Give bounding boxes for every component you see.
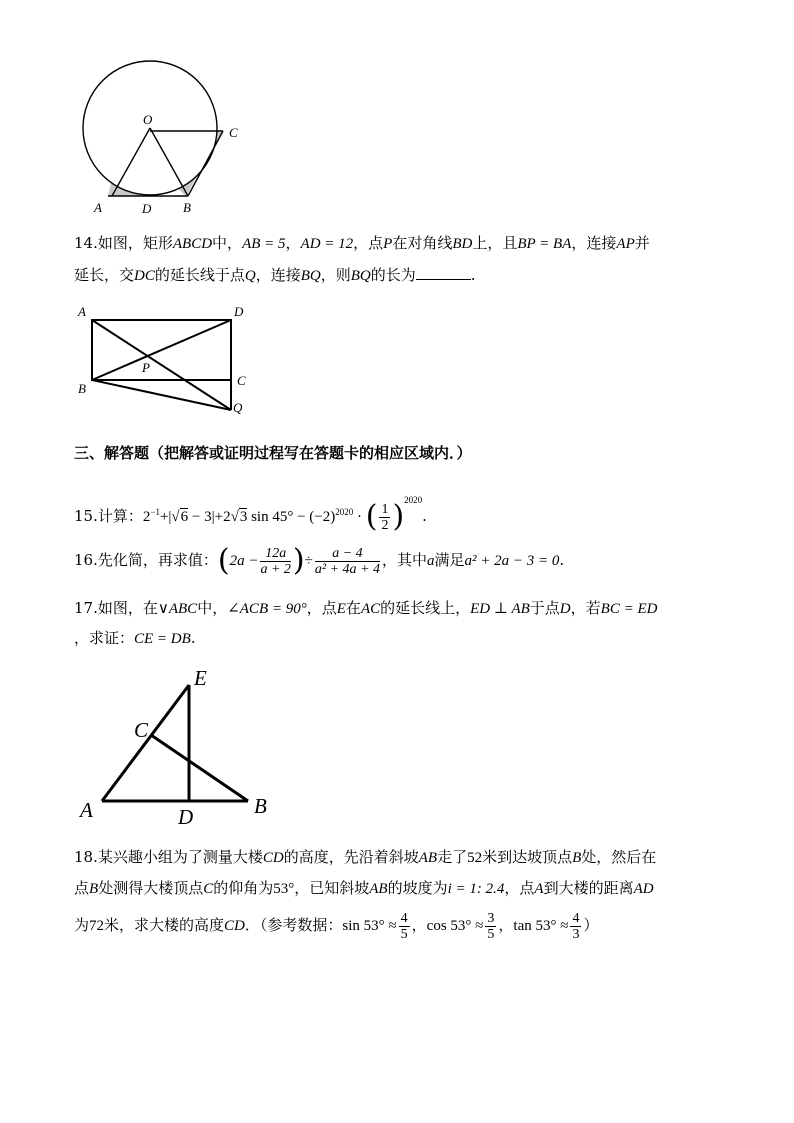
label-a: A — [78, 304, 86, 319]
math-abcd: ABCD — [172, 236, 213, 252]
label-e: E — [194, 666, 207, 690]
right-paren: ) — [292, 543, 305, 578]
text: ，连接 — [255, 266, 301, 284]
math: CD — [224, 918, 245, 934]
sqrt-sign: √ — [171, 509, 180, 525]
text: 走了 — [437, 848, 468, 866]
math: ED ⊥ AB — [470, 601, 530, 617]
numerator: 1 — [381, 501, 389, 517]
q14-line2 — [74, 265, 476, 286]
text: ，则 — [320, 266, 351, 284]
text: 在 — [345, 599, 361, 617]
math-ap: AP — [616, 236, 635, 252]
math: +| — [159, 509, 172, 525]
math-ad: AD = 12 — [300, 236, 354, 252]
label-c: C — [229, 125, 238, 140]
text: 并 — [634, 234, 650, 252]
fraction-half — [379, 502, 390, 533]
math: sin 45° − (−2) — [247, 509, 336, 525]
segment-bd — [92, 320, 231, 380]
numerator: 4 — [572, 910, 580, 926]
q17-line1 — [74, 598, 657, 619]
exponent: 2020 — [335, 507, 354, 517]
q18-line1 — [74, 847, 656, 868]
figure-triangle — [70, 660, 290, 835]
label-q: Q — [233, 400, 243, 415]
q18-line2 — [74, 878, 654, 899]
numerator: 3 — [487, 910, 495, 926]
question-number: 18. — [74, 848, 98, 866]
math: 72 — [89, 918, 105, 934]
math: sin 53° ≈ — [342, 918, 397, 934]
text: . — [559, 551, 565, 569]
numerator: 12a — [260, 546, 290, 562]
sqrt-sign: √ — [230, 509, 239, 525]
segment-ae — [102, 685, 189, 801]
question-number: 17. — [74, 599, 98, 617]
figure-rectangle — [70, 300, 260, 425]
math: 3 — [239, 509, 248, 525]
text: . — [422, 507, 427, 525]
math: 52 — [467, 850, 483, 866]
text: 的延长线于点 — [154, 266, 245, 284]
math: · — [353, 509, 366, 525]
label-c: C — [237, 373, 246, 388]
denominator: 3 — [572, 926, 580, 942]
question-number: 15. — [74, 507, 98, 525]
math: CE = DB — [134, 631, 191, 647]
q17-line2 — [74, 628, 196, 649]
text: 某兴趣小组为了测量大楼 — [97, 848, 263, 866]
text: 于点 — [529, 599, 560, 617]
math: B — [572, 850, 582, 866]
math: AC — [360, 601, 381, 617]
math: A — [534, 881, 544, 897]
figure-circle-tangent — [70, 60, 260, 220]
text: . — [470, 266, 476, 284]
text: 米到达坡顶点 — [482, 848, 573, 866]
text: ，求证： — [74, 629, 135, 647]
text: 点 — [74, 879, 90, 897]
math-bq: BQ — [350, 268, 371, 284]
math: − 3|+2 — [188, 509, 231, 525]
section-heading: 三、解答题（把解答或证明过程写在答题卡的相应区域内．） — [74, 444, 472, 462]
text: 在对角线 — [392, 234, 453, 252]
label-a: A — [80, 798, 93, 822]
question-number: 14. — [74, 234, 98, 252]
text: ，点 — [504, 879, 535, 897]
math: a² + 2a − 3 = 0 — [464, 553, 560, 569]
text: ，已知斜坡 — [294, 879, 370, 897]
label-d: D — [234, 304, 244, 319]
math: AB — [369, 881, 388, 897]
text: ，点 — [353, 234, 384, 252]
label-b: B — [254, 794, 267, 818]
exponent: −1 — [150, 507, 160, 517]
text: ，若 — [570, 599, 601, 617]
left-paren: ( — [217, 543, 230, 578]
text: 先化简，再求值： — [97, 551, 218, 569]
denominator: 2 — [381, 517, 389, 533]
text: ， — [411, 916, 427, 934]
label-d: D — [178, 805, 194, 829]
text: 延长，交 — [74, 266, 135, 284]
math-ab: AB = 5 — [242, 236, 286, 252]
math-bp-ba: BP = BA — [517, 236, 572, 252]
denominator: a² + 4a + 4 — [314, 561, 380, 577]
label-o: O — [143, 112, 153, 127]
denominator: 5 — [487, 926, 495, 942]
text: 上，且 — [472, 234, 518, 252]
math: ∠ACB = 90° — [227, 601, 307, 617]
math: BC = ED — [600, 601, 658, 617]
text: 如图，在 — [97, 599, 158, 617]
text: ，连接 — [571, 234, 617, 252]
text: 的仰角为 — [213, 879, 274, 897]
math-bd: BD — [452, 236, 473, 252]
fraction-tan — [570, 911, 581, 942]
left-paren: ( — [365, 499, 378, 534]
math: 53° — [273, 881, 295, 897]
math: D — [559, 601, 571, 617]
text: 满足 — [434, 551, 465, 569]
numerator: 4 — [400, 910, 408, 926]
text: ，其中 — [381, 551, 427, 569]
segment-bq — [92, 380, 231, 410]
math: tan 53° ≈ — [513, 918, 569, 934]
fraction-cos — [485, 911, 496, 942]
math: AB — [418, 850, 438, 866]
exponent: 2020 — [404, 495, 423, 505]
fraction-sin — [399, 911, 410, 942]
text: 中， — [197, 599, 228, 617]
math: C — [203, 881, 214, 897]
math-bq: BQ — [300, 268, 321, 284]
math: i = 1: 2.4 — [447, 881, 505, 897]
label-b: B — [183, 200, 191, 215]
math: 2 — [142, 509, 151, 525]
text: 的延长线上， — [380, 599, 471, 617]
label-a: A — [94, 200, 102, 215]
q15-line — [74, 480, 427, 537]
math: E — [336, 601, 346, 617]
text: ，点 — [306, 599, 337, 617]
label-d: D — [142, 201, 152, 216]
text: 米，求大楼的高度 — [104, 916, 225, 934]
text: 的高度，先沿着斜坡 — [283, 848, 419, 866]
question-number: 16. — [74, 551, 98, 569]
q16-line — [74, 540, 564, 581]
numerator: a − 4 — [315, 546, 380, 562]
text: . — [190, 629, 196, 647]
math: AD — [633, 881, 654, 897]
label-p: P — [142, 360, 150, 375]
text: 处，然后在 — [581, 848, 657, 866]
text: 处测得大楼顶点 — [98, 879, 204, 897]
text: 如图，矩形 — [97, 234, 173, 252]
math-q: Q — [244, 268, 256, 284]
text: 计算： — [97, 507, 143, 525]
fraction-a4 — [315, 546, 380, 577]
math: 6 — [180, 509, 189, 525]
text: ， — [498, 916, 514, 934]
q14-line1 — [74, 233, 650, 254]
math: ÷ — [304, 553, 313, 569]
segment-aq — [92, 320, 231, 410]
label-b: B — [78, 381, 86, 396]
denominator: a + 2 — [260, 561, 291, 577]
fraction-12a — [260, 546, 290, 577]
text: 的长为 — [370, 266, 416, 284]
math: cos 53° ≈ — [426, 918, 484, 934]
math-p: P — [383, 236, 393, 252]
text: 到大楼的距离 — [543, 879, 634, 897]
text: 中， — [212, 234, 243, 252]
label-c: C — [134, 718, 149, 742]
math: a — [426, 553, 435, 569]
text: 为 — [74, 916, 90, 934]
math: CD — [262, 850, 284, 866]
math-dc: DC — [134, 268, 155, 284]
segment-cb — [151, 735, 248, 801]
math: ∨ABC — [157, 601, 198, 617]
denominator: 5 — [400, 926, 408, 942]
math: B — [89, 881, 99, 897]
text: ） — [583, 916, 599, 934]
q18-line3 — [74, 905, 598, 946]
text: 的坡度为 — [387, 879, 448, 897]
answer-blank — [416, 265, 471, 280]
right-paren: ) — [392, 499, 405, 534]
math: 2a − — [229, 553, 259, 569]
text: ， — [285, 234, 301, 252]
text: ．（参考数据： — [244, 916, 343, 934]
